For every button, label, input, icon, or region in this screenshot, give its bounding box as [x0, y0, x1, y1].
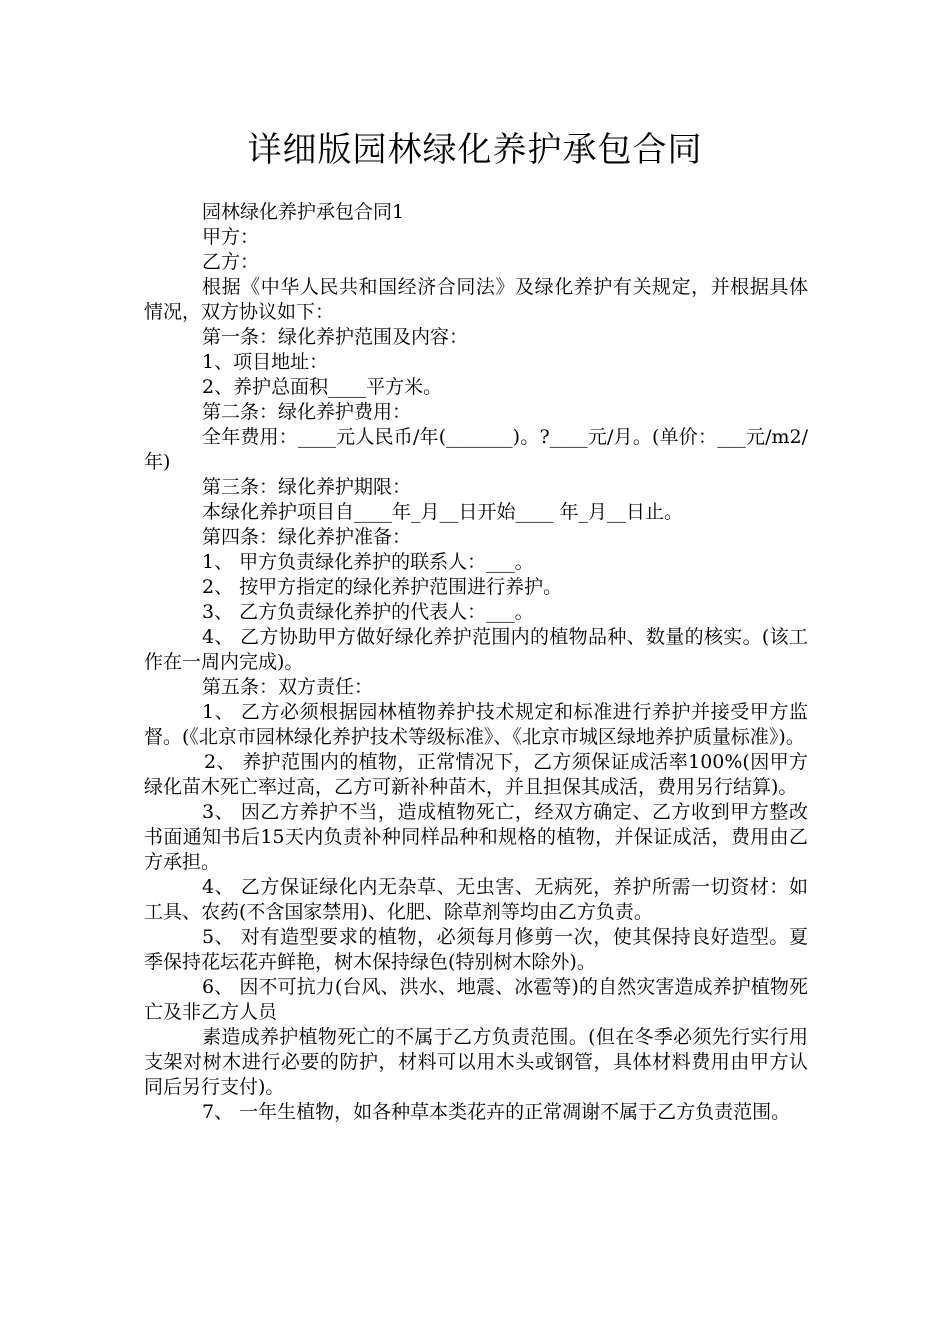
document-title: 详细版园林绿化养护承包合同 — [247, 130, 703, 170]
article-4-item-4: 4、 乙方协助甲方做好绿化养护范围内的植物品种、数量的核实。(该工作在一周内完成)。 — [144, 626, 808, 673]
article-5-heading: 第五条：双方责任： — [202, 676, 374, 698]
article-5-item-6: 6、 因不可抗力(台风、洪水、地震、冰雹等)的自然灾害造成养护植物死亡及非乙方人员 — [144, 976, 808, 1023]
contract-heading: 园林绿化养护承包合同1 — [202, 201, 405, 223]
preamble-paragraph: 根据《中华人民共和国经济合同法》及绿化养护有关规定，并根据具体情况，双方协议如下： — [144, 276, 808, 323]
article-5-item-2: 2、 养护范围内的植物，正常情况下，乙方须保证成活率100%(因甲方绿化苗木死亡率过高，乙方可新补种苗木，并且担保其成活，费用另行结算)。 — [144, 751, 808, 798]
article-5-item-6-continued: 素造成养护植物死亡的不属于乙方负责范围。(但在冬季必须先行实行用支架对树木进行必要的防护，材料可以用木头或钢管，具体材料费用由甲方认同后另行支付)。 — [144, 1026, 808, 1098]
article-4-item-1: 1、 甲方负责绿化养护的联系人：___。 — [202, 551, 534, 573]
article-3-heading: 第三条：绿化养护期限： — [202, 476, 412, 498]
article-5-item-5: 5、 对有造型要求的植物，必须每月修剪一次，使其保持良好造型。夏季保持花坛花卉鲜艳，树木保持绿色(特别树木除外)。 — [144, 926, 808, 973]
party-b-line: 乙方： — [202, 251, 260, 273]
article-1-heading: 第一条：绿化养护范围及内容： — [202, 326, 469, 348]
article-5-item-7: 7、 一年生植物，如各种草本类花卉的正常凋谢不属于乙方负责范围。 — [202, 1101, 791, 1123]
article-5-item-1: 1、 乙方必须根据园林植物养护技术规定和标准进行养护并接受甲方监督。(《北京市园林绿化养护技术等级标准》、《北京市城区绿地养护质量标准》)。 — [144, 701, 808, 748]
document-body — [144, 200, 808, 1125]
article-4-item-3: 3、 乙方负责绿化养护的代表人：___。 — [202, 601, 534, 623]
party-a-line: 甲方： — [202, 226, 260, 248]
article-1-item-1: 1、项目地址： — [202, 351, 329, 373]
annual-fee-paragraph: 全年费用：____元人民币/年(_______)。?____元/月。(单价：___元/m2/年) — [144, 426, 808, 473]
article-1-item-2: 2、养护总面积____平方米。 — [202, 376, 443, 398]
article-5-item-4: 4、 乙方保证绿化内无杂草、无虫害、无病死，养护所需一切资材：如工具、农药(不含国家禁用)、化肥、除草剂等均由乙方负责。 — [144, 876, 808, 923]
article-4-heading: 第四条：绿化养护准备： — [202, 526, 412, 548]
article-2-heading: 第二条：绿化养护费用： — [202, 401, 412, 423]
article-5-item-3: 3、 因乙方养护不当，造成植物死亡，经双方确定、乙方收到甲方整改书面通知书后15天内负责补种同样品种和规格的植物，并保证成活，费用由乙方承担。 — [144, 801, 808, 873]
article-4-item-2: 2、 按甲方指定的绿化养护范围进行养护。 — [202, 576, 563, 598]
term-paragraph: 本绿化养护项目自____年_月__日开始____ 年_月__日止。 — [202, 501, 684, 523]
